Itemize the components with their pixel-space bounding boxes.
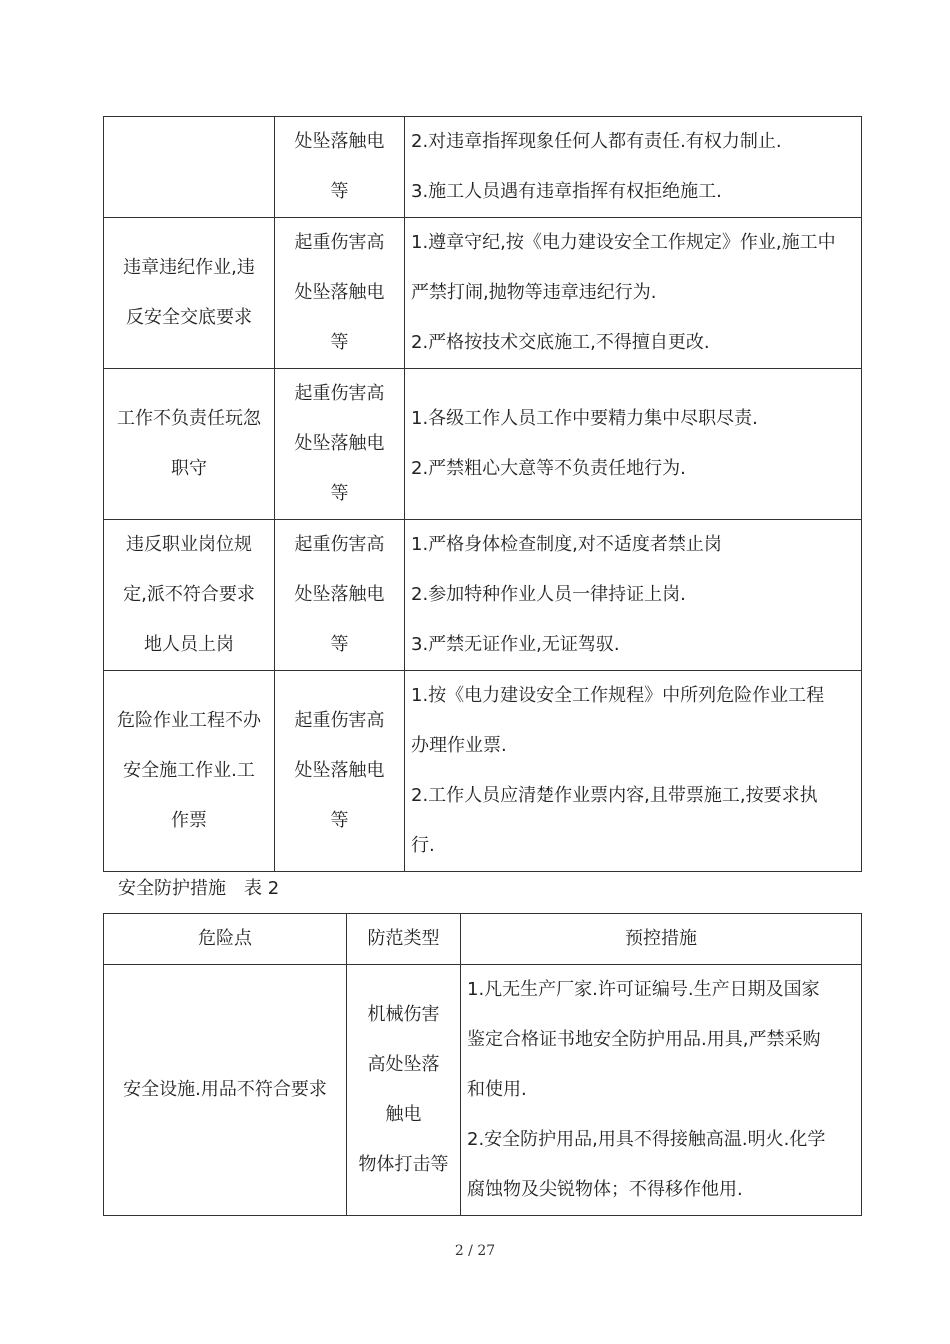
cell-line: 起重伤害高 (294, 232, 385, 253)
cell-line: 2.严禁粗心大意等不负责任地行为. (411, 458, 686, 479)
protection-table-2 (103, 913, 862, 1216)
cell-line: 等 (330, 483, 349, 504)
cell-line: 办理作业票. (411, 735, 507, 756)
cell-line: 1.遵章守纪,按《电力建设安全工作规定》作业,施工中 (411, 232, 836, 253)
cell-line: 职守 (171, 458, 207, 479)
cell-line: 腐蚀物及尖锐物体；不得移作他用. (467, 1179, 743, 1200)
header-prevention-type: 防范类型 (347, 914, 461, 965)
risk-cell (104, 218, 275, 369)
hazard-type-cell (275, 369, 405, 520)
cell-line: 2.严格按技术交底施工,不得擅自更改. (411, 332, 710, 353)
cell-line: 安全设施.用品不符合要求 (123, 1079, 327, 1100)
hazard-table-1-body (104, 117, 862, 872)
cell-line: 处坠落触电 (294, 433, 385, 454)
risk-cell (104, 369, 275, 520)
table-row (104, 520, 862, 671)
cell-line: 严禁打闹,抛物等违章违纪行为. (411, 282, 657, 303)
cell-line: 起重伤害高 (294, 383, 385, 404)
cell-line: 处坠落触电 (294, 131, 385, 152)
risk-cell (104, 117, 275, 218)
hazard-table-1 (103, 116, 862, 872)
cell-line: 等 (330, 332, 349, 353)
risk-cell (104, 520, 275, 671)
table-row (104, 369, 862, 520)
hazard-type-cell (347, 965, 461, 1216)
table-2-caption: 安全防护措施 表 2 (118, 878, 280, 899)
risk-cell (104, 965, 347, 1216)
cell-line: 违反职业岗位规 (126, 534, 252, 555)
header-control-measures: 预控措施 (461, 914, 862, 965)
cell-line: 物体打击等 (358, 1154, 449, 1175)
cell-line: 2.工作人员应清楚作业票内容,且带票施工,按要求执 (411, 785, 818, 806)
risk-cell (104, 671, 275, 872)
cell-line: 定,派不符合要求 (123, 584, 255, 605)
cell-line: 作票 (171, 810, 207, 831)
cell-line: 1.严格身体检查制度,对不适度者禁止岗 (411, 534, 722, 555)
cell-line: 鉴定合格证书地安全防护用品.用具,严禁采购 (467, 1029, 821, 1050)
cell-line: 1.按《电力建设安全工作规程》中所列危险作业工程 (411, 685, 825, 706)
cell-line: 违章违纪作业,违 (123, 257, 255, 278)
cell-line: 处坠落触电 (294, 760, 385, 781)
measures-cell (405, 218, 862, 369)
header-risk-point: 危险点 (104, 914, 347, 965)
cell-line: 等 (330, 181, 349, 202)
cell-line: 3.严禁无证作业,无证驾驭. (411, 634, 620, 655)
cell-line: 反安全交底要求 (126, 307, 252, 328)
table-row (104, 218, 862, 369)
cell-line: 高处坠落 (367, 1054, 440, 1075)
cell-line: 处坠落触电 (294, 282, 385, 303)
measures-cell (405, 117, 862, 218)
hazard-type-cell (275, 218, 405, 369)
measures-cell (461, 965, 862, 1216)
cell-line: 起重伤害高 (294, 710, 385, 731)
cell-line: 处坠落触电 (294, 584, 385, 605)
cell-line: 和使用. (467, 1079, 527, 1100)
cell-line: 地人员上岗 (144, 634, 234, 655)
protection-table-2-body (104, 965, 862, 1216)
table-row (104, 965, 862, 1216)
hazard-type-cell (275, 117, 405, 218)
cell-line: 起重伤害高 (294, 534, 385, 555)
cell-line: 2.安全防护用品,用具不得接触高温.明火.化学 (467, 1129, 826, 1150)
hazard-type-cell (275, 671, 405, 872)
measures-cell (405, 671, 862, 872)
cell-line: 工作不负责任玩忽 (117, 408, 261, 429)
cell-line: 安全施工作业.工 (123, 760, 255, 781)
cell-line: 机械伤害 (367, 1004, 440, 1025)
cell-line: 危险作业工程不办 (117, 710, 261, 731)
table-header-row (104, 914, 862, 965)
page-number: 2 / 27 (454, 1243, 496, 1259)
table-row (104, 671, 862, 872)
cell-line: 3.施工人员遇有违章指挥有权拒绝施工. (411, 181, 722, 202)
cell-line: 触电 (385, 1104, 422, 1125)
cell-line: 2.对违章指挥现象任何人都有责任.有权力制止. (411, 131, 782, 152)
cell-line: 1.凡无生产厂家.许可证编号.生产日期及国家 (467, 979, 820, 1000)
cell-line: 等 (330, 634, 349, 655)
cell-line: 行. (411, 835, 435, 856)
cell-line: 2.参加特种作业人员一律持证上岗. (411, 584, 686, 605)
cell-line: 等 (330, 810, 349, 831)
cell-line: 1.各级工作人员工作中要精力集中尽职尽责. (411, 408, 758, 429)
measures-cell (405, 369, 862, 520)
table-row (104, 117, 862, 218)
measures-cell (405, 520, 862, 671)
hazard-type-cell (275, 520, 405, 671)
